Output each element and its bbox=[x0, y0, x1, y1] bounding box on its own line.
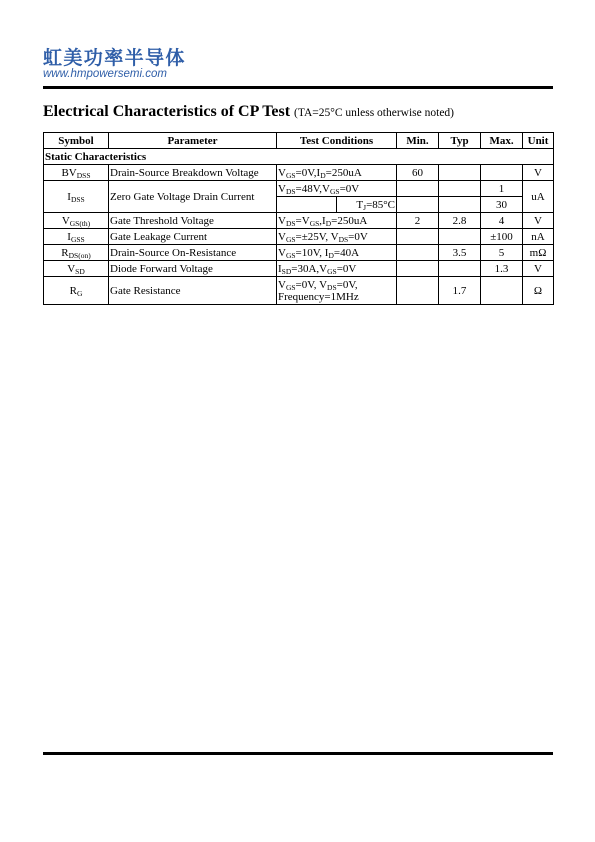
parameter-cell: Gate Leakage Current bbox=[109, 229, 277, 245]
company-logo-text: 虹美功率半导体 bbox=[43, 47, 186, 69]
conditions-cell: $V_{GS}=10V$, $I_D=40A$ bbox=[277, 245, 397, 261]
min-cell bbox=[397, 245, 439, 261]
max-cell: 5 bbox=[481, 245, 523, 261]
max-cell bbox=[481, 165, 523, 181]
min-cell: 2 bbox=[397, 213, 439, 229]
table-header-row bbox=[44, 133, 554, 149]
unit-cell: V bbox=[523, 261, 554, 277]
header-parameter: Parameter bbox=[109, 133, 277, 149]
symbol-cell: $R_{DS(on)}$ bbox=[44, 245, 109, 261]
conditions-temp-cell: $T_J=85^\circ C$ bbox=[337, 197, 397, 213]
header-test-conditions: Test Conditions bbox=[277, 133, 397, 149]
unit-cell: uA bbox=[523, 181, 554, 213]
unit-cell: V bbox=[523, 165, 554, 181]
conditions-cell: $V_{GS}=0V$, $V_{DS}=0V$, Frequency=1MHz bbox=[277, 277, 397, 305]
table-row bbox=[44, 261, 554, 277]
company-url: www.hmpowersemi.com bbox=[43, 68, 167, 80]
min-cell bbox=[397, 277, 439, 305]
table-row bbox=[44, 213, 554, 229]
symbol-cell: $V_{SD}$ bbox=[44, 261, 109, 277]
section-heading bbox=[43, 102, 454, 123]
min-cell bbox=[397, 261, 439, 277]
conditions-spacer-cell bbox=[277, 197, 337, 213]
symbol-cell: $I_{DSS}$ bbox=[44, 181, 109, 213]
parameter-cell: Gate Resistance bbox=[109, 277, 277, 305]
heading-title: Electrical Characteristics of CP Test bbox=[43, 103, 291, 120]
table-row bbox=[44, 277, 554, 305]
max-cell: ±100 bbox=[481, 229, 523, 245]
table-row bbox=[44, 245, 554, 261]
typ-cell bbox=[439, 229, 481, 245]
max-cell: 30 bbox=[481, 197, 523, 213]
conditions-cell: $I_{SD}=30A,V_{GS}=0V$ bbox=[277, 261, 397, 277]
header-typ: Typ bbox=[439, 133, 481, 149]
min-cell: 60 bbox=[397, 165, 439, 181]
symbol-cell: $BV_{DSS}$ bbox=[44, 165, 109, 181]
typ-cell bbox=[439, 197, 481, 213]
symbol-cell: $V_{GS(th)}$ bbox=[44, 213, 109, 229]
conditions-cell: $V_{GS}=0V,I_D=250uA$ bbox=[277, 165, 397, 181]
bottom-rule bbox=[43, 752, 553, 755]
table-row bbox=[44, 181, 554, 197]
conditions-cell: $V_{GS}=\pm 25V$, $V_{DS}=0V$ bbox=[277, 229, 397, 245]
typ-cell: 1.7 bbox=[439, 277, 481, 305]
max-cell: 1.3 bbox=[481, 261, 523, 277]
min-cell bbox=[397, 197, 439, 213]
table-row bbox=[44, 229, 554, 245]
table-row bbox=[44, 165, 554, 181]
parameter-cell: Diode Forward Voltage bbox=[109, 261, 277, 277]
header-symbol: Symbol bbox=[44, 133, 109, 149]
section-title: Static Characteristics bbox=[44, 149, 554, 165]
typ-cell: 2.8 bbox=[439, 213, 481, 229]
unit-cell: nA bbox=[523, 229, 554, 245]
symbol-cell: $R_G$ bbox=[44, 277, 109, 305]
max-cell: 1 bbox=[481, 181, 523, 197]
max-cell: 4 bbox=[481, 213, 523, 229]
typ-cell: 3.5 bbox=[439, 245, 481, 261]
section-row bbox=[44, 149, 554, 165]
unit-cell: Ω bbox=[523, 277, 554, 305]
top-rule bbox=[43, 86, 553, 89]
header-max: Max. bbox=[481, 133, 523, 149]
parameter-cell: Zero Gate Voltage Drain Current bbox=[109, 181, 277, 213]
header-min: Min. bbox=[397, 133, 439, 149]
symbol-cell: $I_{GSS}$ bbox=[44, 229, 109, 245]
min-cell bbox=[397, 181, 439, 197]
min-cell bbox=[397, 229, 439, 245]
parameter-cell: Drain-Source Breakdown Voltage bbox=[109, 165, 277, 181]
typ-cell bbox=[439, 261, 481, 277]
electrical-characteristics-table bbox=[43, 132, 554, 305]
conditions-cell: $V_{DS}=48V,V_{GS}=0V$ bbox=[277, 181, 397, 197]
unit-cell: V bbox=[523, 213, 554, 229]
parameter-cell: Gate Threshold Voltage bbox=[109, 213, 277, 229]
heading-note: (TA=25°C unless otherwise noted) bbox=[294, 107, 455, 119]
conditions-cell: $V_{DS}=V_{GS},I_D=250uA$ bbox=[277, 213, 397, 229]
unit-cell: mΩ bbox=[523, 245, 554, 261]
typ-cell bbox=[439, 165, 481, 181]
max-cell bbox=[481, 277, 523, 305]
typ-cell bbox=[439, 181, 481, 197]
parameter-cell: Drain-Source On-Resistance bbox=[109, 245, 277, 261]
header-unit: Unit bbox=[523, 133, 554, 149]
